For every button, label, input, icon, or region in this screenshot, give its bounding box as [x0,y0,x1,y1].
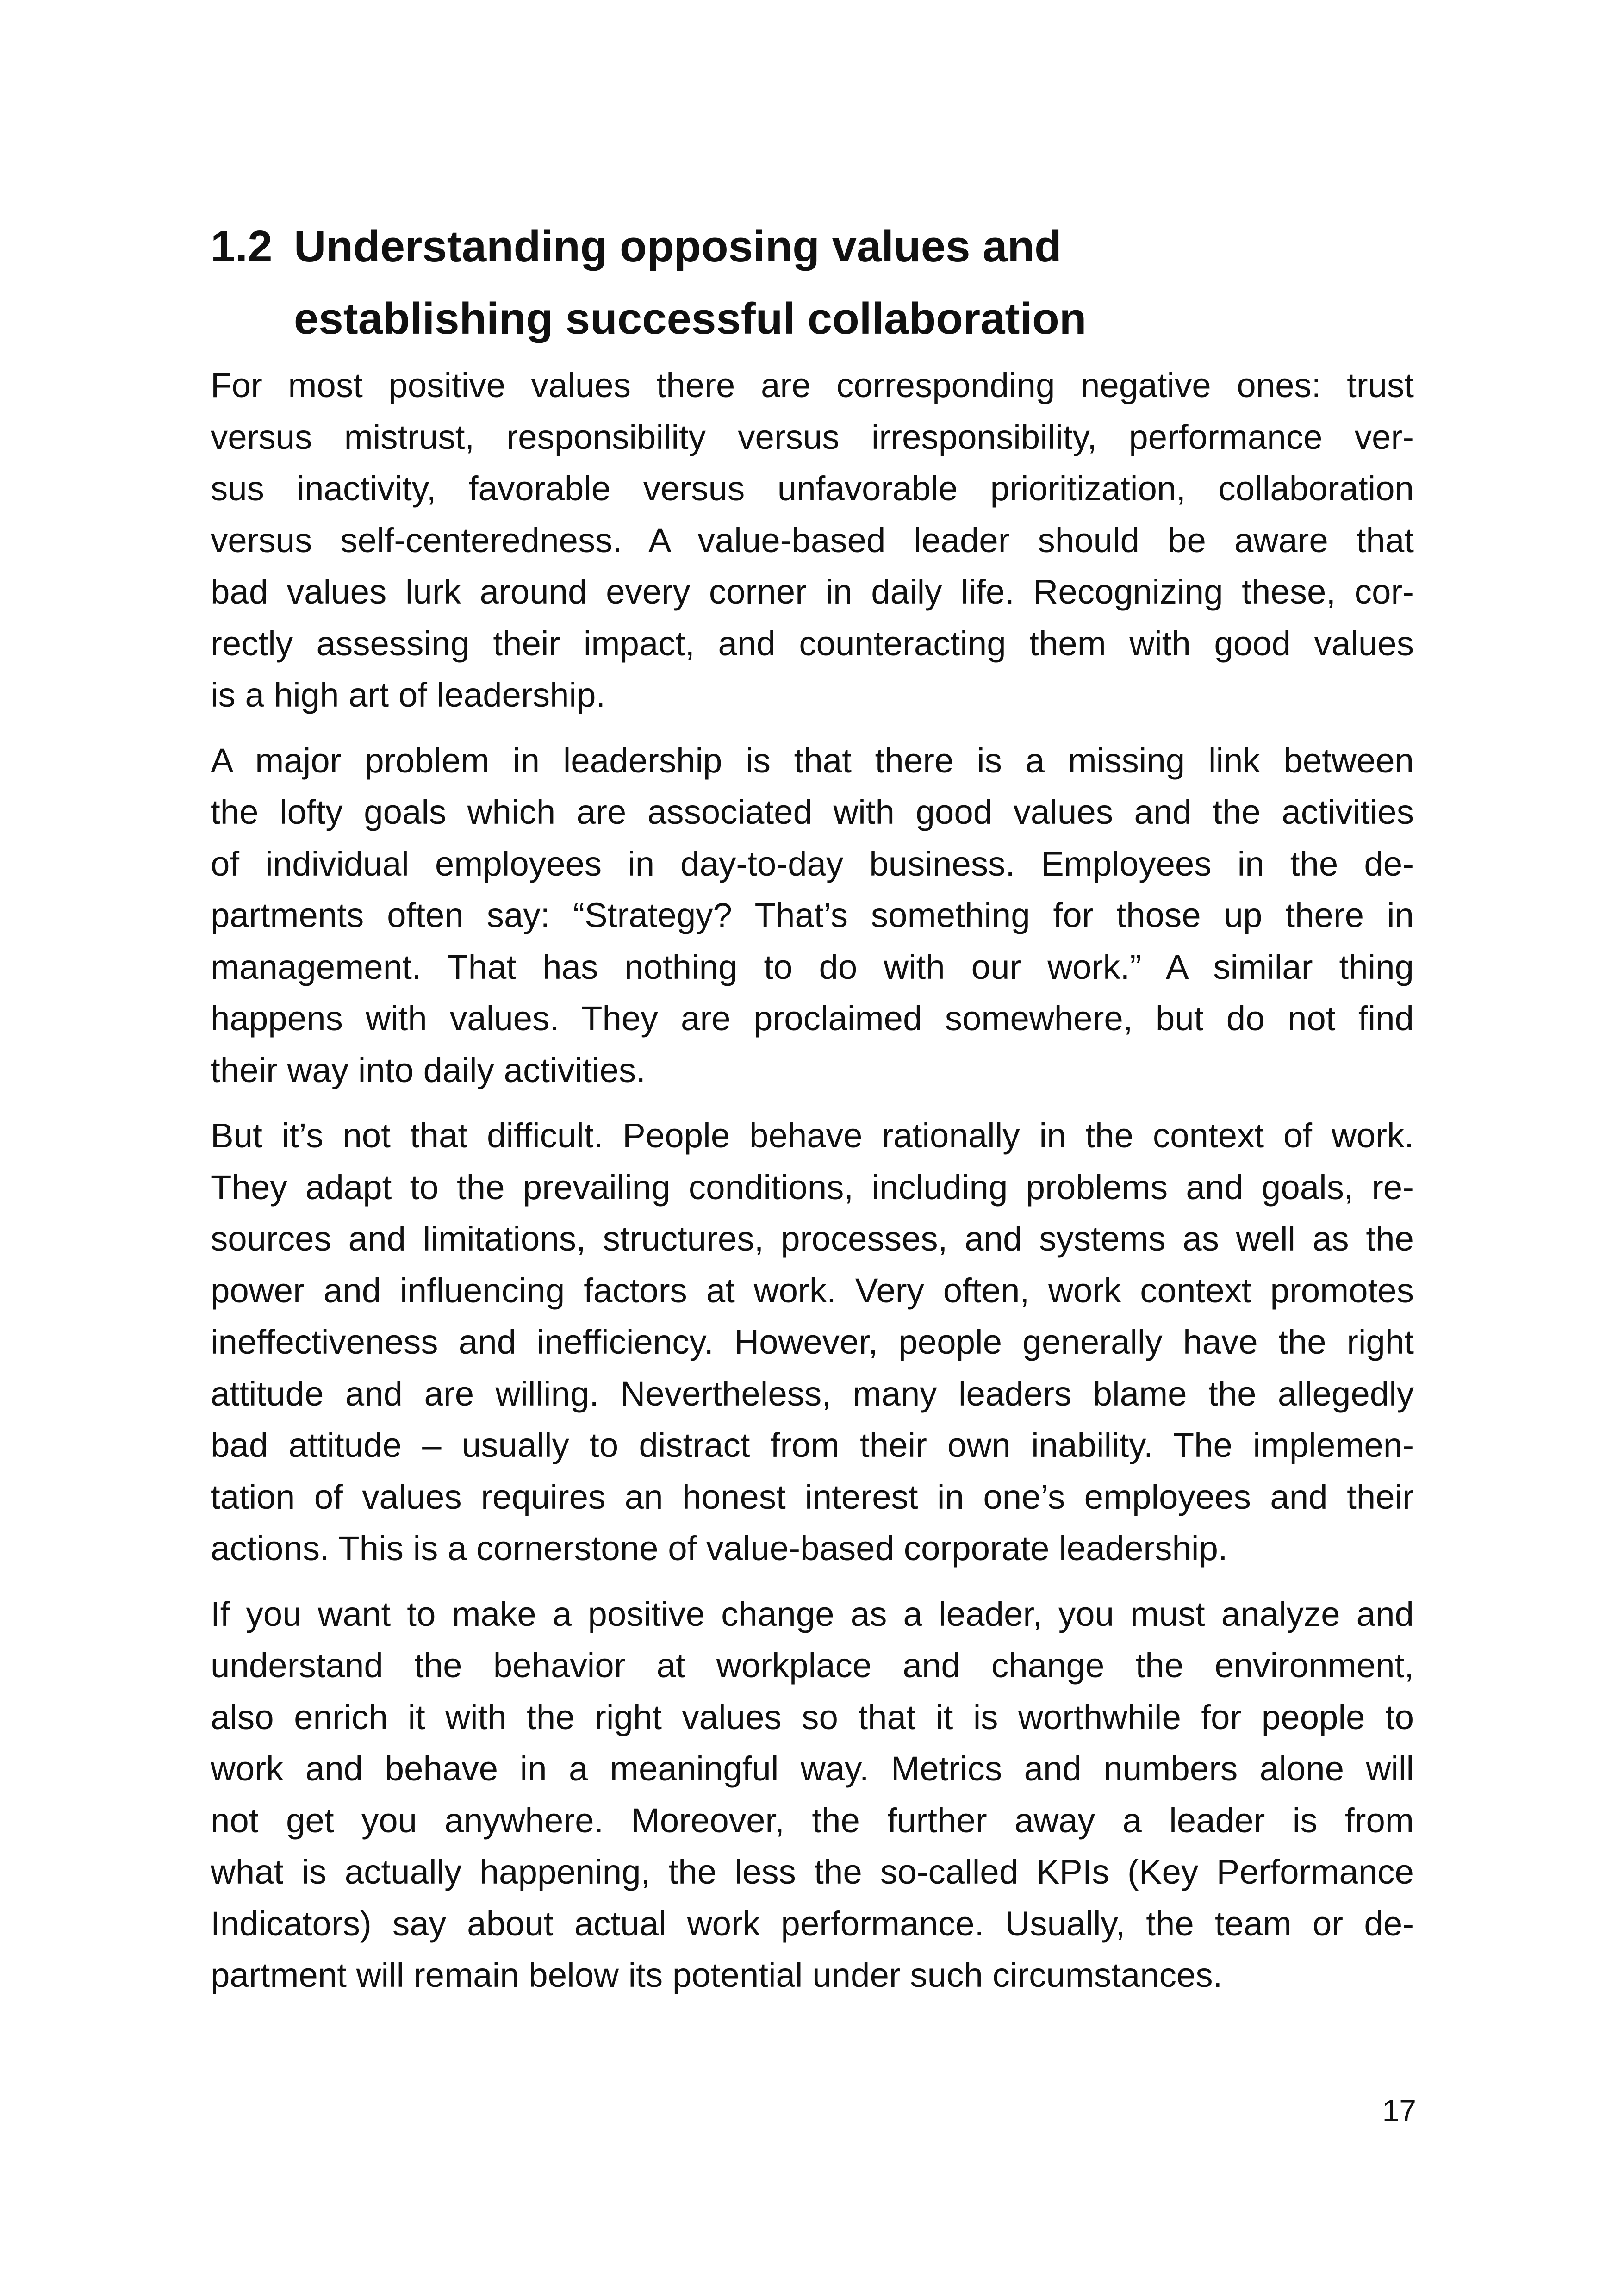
text-line: They adapt to the prevailing conditions, including problems and goals, re- [211,1168,1414,1207]
text-line: For most positive values there are corresponding negative ones: trust [211,366,1414,404]
paragraph-missing-link [211,735,1414,1096]
text-line: versus self-centeredness. A value-based leader should be aware that [211,521,1414,560]
section-title-line-1: Understanding opposing values and [294,222,1062,271]
text-line: their way into daily activities. [211,1051,646,1089]
text-line: work and behave in a meaningful way. Metrics and numbers alone will [211,1749,1414,1788]
text-line: A major problem in leadership is that there is a missing link between [211,741,1414,780]
text-line: is a high art of leadership. [211,676,606,714]
text-line: If you want to make a positive change as a leader, you must analyze and [211,1594,1414,1633]
text-line: attitude and are willing. Nevertheless, many leaders blame the allegedly [211,1374,1414,1413]
text-line: happens with values. They are proclaimed somewhere, but do not find [211,999,1414,1038]
text-line: the lofty goals which are associated with good values and the activities [211,793,1414,831]
text-line: tation of values requires an honest interest in one’s employees and their [211,1477,1414,1516]
text-line: rectly assessing their impact, and counteracting them with good values [211,624,1414,663]
text-line: bad attitude – usually to distract from their own inability. The implemen- [211,1426,1414,1464]
text-line: versus mistrust, responsibility versus irresponsibility, performance ver- [211,417,1414,456]
text-line: But it’s not that difficult. People behave rationally in the context of work. [211,1116,1414,1155]
page-number: 17 [1382,2093,1416,2128]
text-line: bad values lurk around every corner in daily life. Recognizing these, cor- [211,572,1414,611]
paragraph-opposing-values [211,360,1414,721]
body-text [211,360,1414,2001]
text-line: actions. This is a cornerstone of value-based corporate leadership. [211,1529,1228,1568]
text-line: Indicators) say about actual work performance. Usually, the team or de- [211,1904,1414,1943]
text-line: of individual employees in day-to-day business. Employees in the de- [211,844,1414,883]
section-title [294,211,1414,355]
text-line: management. That has nothing to do with our work.” A similar thing [211,947,1414,986]
section-heading [211,211,1414,355]
section-number: 1.2 [211,222,273,271]
text-line: partments often say: “Strategy? That’s something for those up there in [211,896,1414,934]
page-content [211,211,1414,2001]
text-line: partment will remain below its potential under such circumstances. [211,1956,1223,1994]
text-line: what is actually happening, the less the so-called KPIs (Key Performance [211,1853,1414,1891]
text-line: sources and limitations, structures, processes, and systems as well as the [211,1220,1414,1258]
text-line: sus inactivity, favorable versus unfavorable prioritization, collaboration [211,469,1414,508]
text-line: ineffectiveness and inefficiency. However, people generally have the right [211,1323,1414,1361]
section-title-line-2: establishing successful collaboration [294,294,1087,343]
paragraph-positive-change [211,1588,1414,2001]
text-line: power and influencing factors at work. Very often, work context promotes [211,1271,1414,1310]
text-line: also enrich it with the right values so that it is worthwhile for people to [211,1698,1414,1736]
paragraph-work-context [211,1110,1414,1574]
text-line: not get you anywhere. Moreover, the further away a leader is from [211,1801,1414,1840]
text-line: understand the behavior at workplace and change the environment, [211,1646,1414,1685]
